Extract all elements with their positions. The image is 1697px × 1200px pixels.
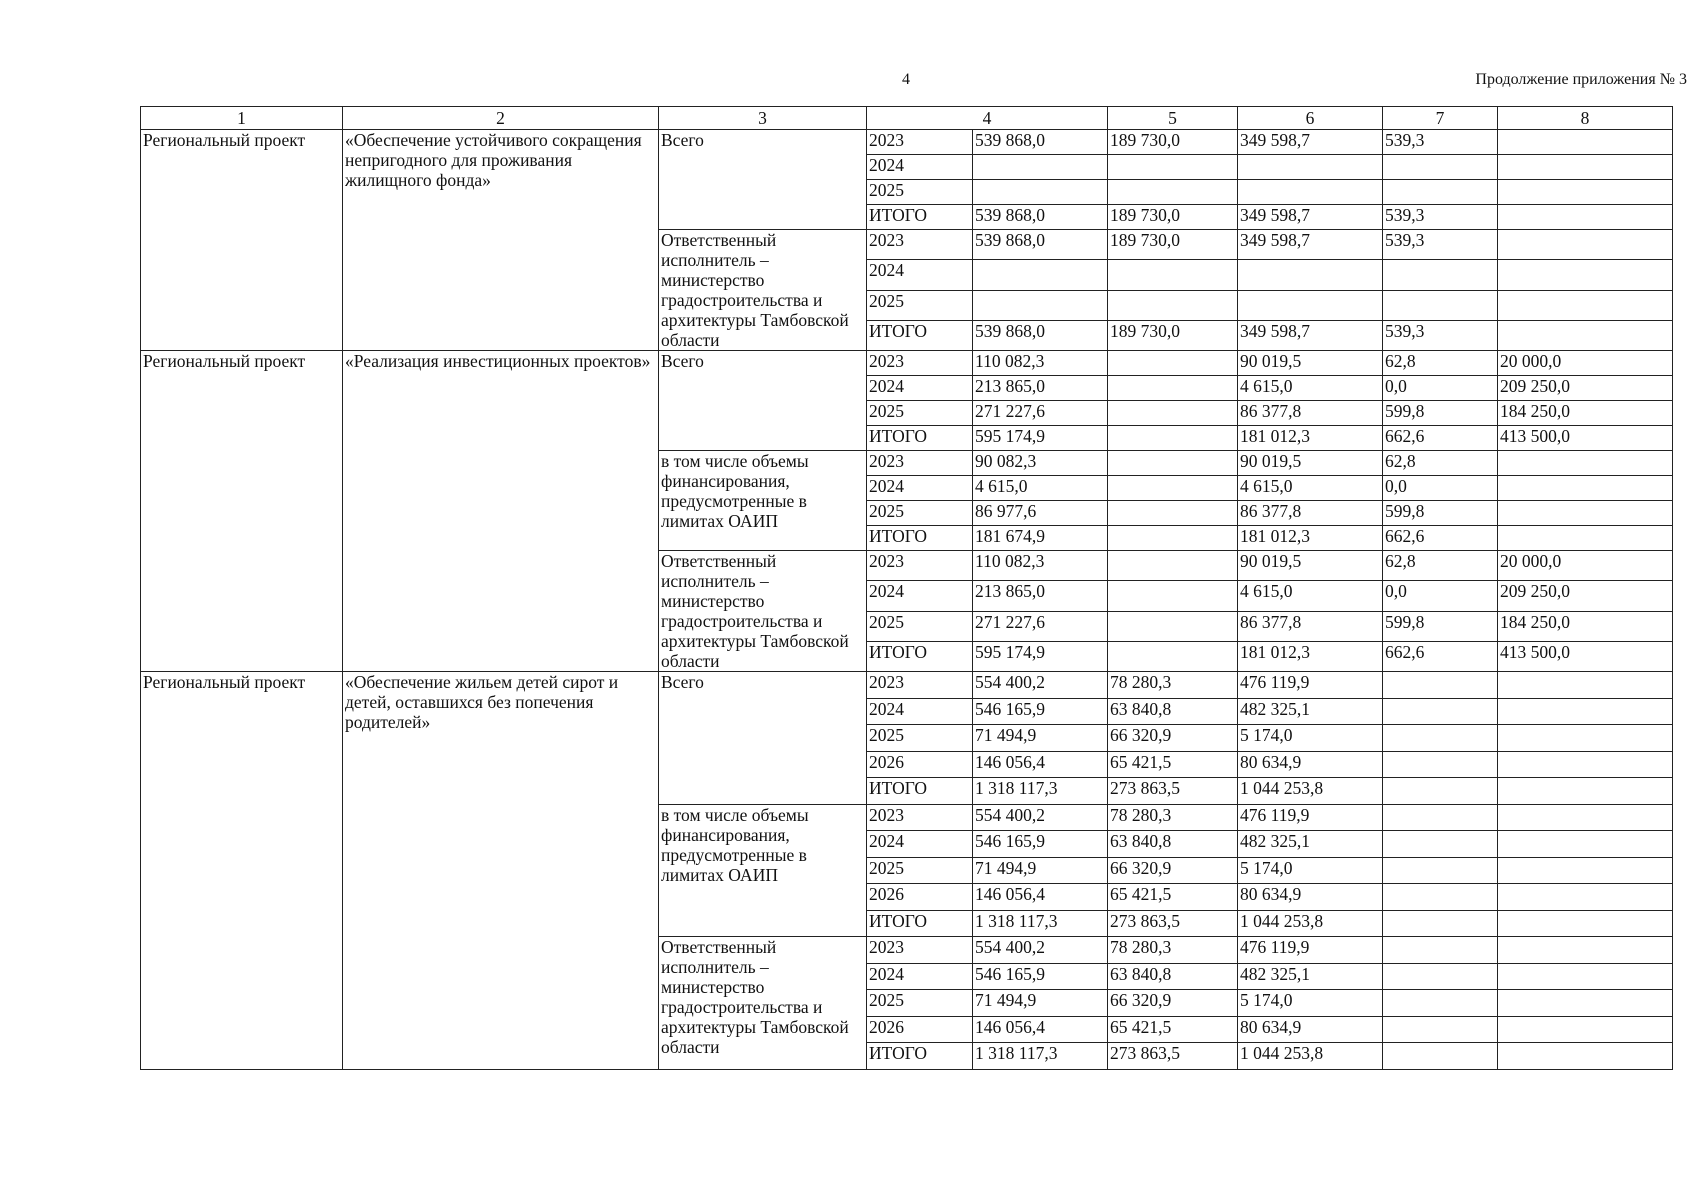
regional-cell: 349 598,7: [1238, 320, 1383, 350]
local-cell: [1383, 831, 1498, 858]
extra-cell: [1498, 778, 1673, 805]
extra-cell: [1498, 804, 1673, 831]
total-cell: 146 056,4: [973, 1016, 1108, 1043]
regional-cell: 4 615,0: [1238, 581, 1383, 611]
year-cell: ИТОГО: [867, 526, 973, 551]
total-cell: 539 868,0: [973, 130, 1108, 155]
year-cell: ИТОГО: [867, 641, 973, 671]
year-cell: 2024: [867, 376, 973, 401]
local-cell: 662,6: [1383, 641, 1498, 671]
regional-cell: 80 634,9: [1238, 751, 1383, 778]
year-cell: 2023: [867, 451, 973, 476]
col-header: 6: [1238, 107, 1383, 130]
total-cell: 146 056,4: [973, 884, 1108, 911]
extra-cell: [1498, 320, 1673, 350]
total-cell: 271 227,6: [973, 401, 1108, 426]
federal-cell: [1108, 476, 1238, 501]
regional-cell: 4 615,0: [1238, 476, 1383, 501]
year-cell: ИТОГО: [867, 1043, 973, 1070]
year-cell: 2025: [867, 857, 973, 884]
federal-cell: [1108, 290, 1238, 320]
year-cell: 2024: [867, 581, 973, 611]
federal-cell: [1108, 426, 1238, 451]
year-cell: 2024: [867, 155, 973, 180]
col-header: 7: [1383, 107, 1498, 130]
regional-cell: 1 044 253,8: [1238, 778, 1383, 805]
total-cell: 554 400,2: [973, 804, 1108, 831]
year-cell: 2023: [867, 130, 973, 155]
extra-cell: 184 250,0: [1498, 611, 1673, 641]
local-cell: 0,0: [1383, 376, 1498, 401]
total-cell: 546 165,9: [973, 963, 1108, 990]
col-header: 2: [343, 107, 659, 130]
year-cell: ИТОГО: [867, 205, 973, 230]
extra-cell: [1498, 476, 1673, 501]
local-cell: [1383, 963, 1498, 990]
year-cell: 2025: [867, 290, 973, 320]
total-cell: [973, 260, 1108, 290]
federal-cell: 273 863,5: [1108, 1043, 1238, 1070]
federal-cell: 189 730,0: [1108, 320, 1238, 350]
total-cell: 1 318 117,3: [973, 778, 1108, 805]
local-cell: [1383, 804, 1498, 831]
federal-cell: 78 280,3: [1108, 804, 1238, 831]
local-cell: 599,8: [1383, 501, 1498, 526]
federal-cell: [1108, 611, 1238, 641]
year-cell: ИТОГО: [867, 426, 973, 451]
regional-cell: 90 019,5: [1238, 351, 1383, 376]
federal-cell: 189 730,0: [1108, 230, 1238, 260]
year-cell: 2023: [867, 804, 973, 831]
total-cell: 546 165,9: [973, 698, 1108, 725]
local-cell: 539,3: [1383, 230, 1498, 260]
regional-cell: 86 377,8: [1238, 501, 1383, 526]
group-label: Всего: [659, 672, 867, 805]
col-header: 1: [141, 107, 343, 130]
federal-cell: 78 280,3: [1108, 937, 1238, 964]
page-number: 4: [902, 71, 910, 88]
federal-cell: [1108, 351, 1238, 376]
total-cell: 213 865,0: [973, 376, 1108, 401]
regional-cell: 482 325,1: [1238, 698, 1383, 725]
year-cell: ИТОГО: [867, 320, 973, 350]
regional-cell: 86 377,8: [1238, 611, 1383, 641]
local-cell: [1383, 751, 1498, 778]
federal-cell: [1108, 526, 1238, 551]
local-cell: [1383, 180, 1498, 205]
column-number-row: [141, 107, 1673, 130]
total-cell: 110 082,3: [973, 351, 1108, 376]
local-cell: 62,8: [1383, 351, 1498, 376]
year-cell: 2026: [867, 1016, 973, 1043]
table-row: [141, 130, 1673, 155]
regional-cell: 476 119,9: [1238, 672, 1383, 699]
total-cell: 1 318 117,3: [973, 910, 1108, 937]
extra-cell: [1498, 1043, 1673, 1070]
federal-cell: 63 840,8: [1108, 831, 1238, 858]
extra-cell: [1498, 501, 1673, 526]
federal-cell: 63 840,8: [1108, 698, 1238, 725]
year-cell: 2023: [867, 672, 973, 699]
project-name: «Реализация инвестиционных проектов»: [343, 351, 659, 672]
year-cell: 2024: [867, 698, 973, 725]
total-cell: 146 056,4: [973, 751, 1108, 778]
year-cell: 2025: [867, 180, 973, 205]
year-cell: ИТОГО: [867, 910, 973, 937]
extra-cell: 184 250,0: [1498, 401, 1673, 426]
total-cell: 213 865,0: [973, 581, 1108, 611]
year-cell: 2025: [867, 725, 973, 752]
extra-cell: [1498, 180, 1673, 205]
regional-cell: [1238, 290, 1383, 320]
federal-cell: [1108, 155, 1238, 180]
extra-cell: [1498, 725, 1673, 752]
local-cell: [1383, 725, 1498, 752]
regional-cell: 4 615,0: [1238, 376, 1383, 401]
project-name: «Обеспечение устойчивого сокращения непригодного для проживания жилищного фонда»: [343, 130, 659, 351]
extra-cell: 20 000,0: [1498, 551, 1673, 581]
local-cell: 62,8: [1383, 451, 1498, 476]
col-header: 3: [659, 107, 867, 130]
total-cell: 110 082,3: [973, 551, 1108, 581]
extra-cell: 413 500,0: [1498, 641, 1673, 671]
federal-cell: [1108, 641, 1238, 671]
regional-cell: 90 019,5: [1238, 551, 1383, 581]
regional-cell: 5 174,0: [1238, 857, 1383, 884]
total-cell: 546 165,9: [973, 831, 1108, 858]
regional-cell: [1238, 260, 1383, 290]
regional-cell: 90 019,5: [1238, 451, 1383, 476]
federal-cell: [1108, 401, 1238, 426]
regional-cell: [1238, 180, 1383, 205]
regional-cell: 181 012,3: [1238, 426, 1383, 451]
year-cell: 2024: [867, 476, 973, 501]
extra-cell: [1498, 698, 1673, 725]
extra-cell: [1498, 155, 1673, 180]
federal-cell: 63 840,8: [1108, 963, 1238, 990]
extra-cell: [1498, 672, 1673, 699]
extra-cell: [1498, 831, 1673, 858]
table-row: [141, 672, 1673, 699]
total-cell: 554 400,2: [973, 672, 1108, 699]
total-cell: 539 868,0: [973, 230, 1108, 260]
local-cell: [1383, 990, 1498, 1017]
local-cell: 0,0: [1383, 476, 1498, 501]
total-cell: 595 174,9: [973, 426, 1108, 451]
local-cell: 599,8: [1383, 611, 1498, 641]
extra-cell: 209 250,0: [1498, 581, 1673, 611]
regional-cell: 5 174,0: [1238, 725, 1383, 752]
extra-cell: 413 500,0: [1498, 426, 1673, 451]
extra-cell: [1498, 526, 1673, 551]
local-cell: [1383, 290, 1498, 320]
federal-cell: [1108, 260, 1238, 290]
extra-cell: [1498, 260, 1673, 290]
total-cell: 71 494,9: [973, 857, 1108, 884]
extra-cell: [1498, 937, 1673, 964]
extra-cell: [1498, 205, 1673, 230]
total-cell: 71 494,9: [973, 725, 1108, 752]
federal-cell: [1108, 451, 1238, 476]
regional-cell: 349 598,7: [1238, 205, 1383, 230]
extra-cell: [1498, 230, 1673, 260]
federal-cell: 273 863,5: [1108, 778, 1238, 805]
project-name: «Обеспечение жильем детей сирот и детей, оставшихся без попечения родителей»: [343, 672, 659, 1070]
federal-cell: 65 421,5: [1108, 884, 1238, 911]
extra-cell: 20 000,0: [1498, 351, 1673, 376]
appendix-label: Продолжение приложения № 3: [1475, 71, 1687, 88]
extra-cell: [1498, 857, 1673, 884]
year-cell: 2024: [867, 831, 973, 858]
local-cell: [1383, 910, 1498, 937]
group-label: Ответственный исполнитель – министерство градостроительства и архитектуры Тамбовской области: [659, 230, 867, 351]
regional-cell: 5 174,0: [1238, 990, 1383, 1017]
total-cell: 90 082,3: [973, 451, 1108, 476]
total-cell: 271 227,6: [973, 611, 1108, 641]
year-cell: 2025: [867, 501, 973, 526]
regional-cell: 181 012,3: [1238, 526, 1383, 551]
local-cell: 539,3: [1383, 130, 1498, 155]
local-cell: 539,3: [1383, 205, 1498, 230]
total-cell: 181 674,9: [973, 526, 1108, 551]
regional-cell: 482 325,1: [1238, 831, 1383, 858]
year-cell: 2024: [867, 963, 973, 990]
regional-cell: 80 634,9: [1238, 1016, 1383, 1043]
extra-cell: 209 250,0: [1498, 376, 1673, 401]
project-type: Региональный проект: [141, 130, 343, 351]
year-cell: 2023: [867, 937, 973, 964]
federal-cell: [1108, 376, 1238, 401]
local-cell: 662,6: [1383, 426, 1498, 451]
extra-cell: [1498, 963, 1673, 990]
total-cell: 595 174,9: [973, 641, 1108, 671]
local-cell: [1383, 698, 1498, 725]
federal-cell: 273 863,5: [1108, 910, 1238, 937]
local-cell: [1383, 155, 1498, 180]
year-cell: 2025: [867, 990, 973, 1017]
federal-cell: 65 421,5: [1108, 1016, 1238, 1043]
local-cell: 599,8: [1383, 401, 1498, 426]
year-cell: 2026: [867, 884, 973, 911]
extra-cell: [1498, 990, 1673, 1017]
financing-table: [140, 106, 1673, 1070]
year-cell: 2023: [867, 351, 973, 376]
federal-cell: 66 320,9: [1108, 725, 1238, 752]
total-cell: [973, 180, 1108, 205]
col-header: 8: [1498, 107, 1673, 130]
federal-cell: 65 421,5: [1108, 751, 1238, 778]
total-cell: [973, 290, 1108, 320]
extra-cell: [1498, 130, 1673, 155]
col-header: 4: [867, 107, 1108, 130]
group-label: Ответственный исполнитель – министерство градостроительства и архитектуры Тамбовской области: [659, 937, 867, 1070]
year-cell: 2025: [867, 401, 973, 426]
regional-cell: 1 044 253,8: [1238, 910, 1383, 937]
total-cell: 539 868,0: [973, 205, 1108, 230]
total-cell: 71 494,9: [973, 990, 1108, 1017]
total-cell: 539 868,0: [973, 320, 1108, 350]
extra-cell: [1498, 910, 1673, 937]
federal-cell: 66 320,9: [1108, 990, 1238, 1017]
extra-cell: [1498, 1016, 1673, 1043]
regional-cell: 86 377,8: [1238, 401, 1383, 426]
table-row: [141, 351, 1673, 376]
regional-cell: 1 044 253,8: [1238, 1043, 1383, 1070]
extra-cell: [1498, 751, 1673, 778]
federal-cell: 66 320,9: [1108, 857, 1238, 884]
local-cell: [1383, 884, 1498, 911]
federal-cell: [1108, 581, 1238, 611]
group-label: Всего: [659, 130, 867, 230]
total-cell: 1 318 117,3: [973, 1043, 1108, 1070]
local-cell: [1383, 1043, 1498, 1070]
federal-cell: [1108, 180, 1238, 205]
extra-cell: [1498, 884, 1673, 911]
group-label: в том числе объемы финансирования, предусмотренные в лимитах ОАИП: [659, 451, 867, 551]
year-cell: 2023: [867, 230, 973, 260]
project-type: Региональный проект: [141, 351, 343, 672]
federal-cell: 78 280,3: [1108, 672, 1238, 699]
local-cell: 62,8: [1383, 551, 1498, 581]
federal-cell: [1108, 551, 1238, 581]
local-cell: [1383, 937, 1498, 964]
local-cell: [1383, 260, 1498, 290]
total-cell: 554 400,2: [973, 937, 1108, 964]
group-label: Всего: [659, 351, 867, 451]
regional-cell: 349 598,7: [1238, 230, 1383, 260]
regional-cell: [1238, 155, 1383, 180]
local-cell: [1383, 1016, 1498, 1043]
federal-cell: 189 730,0: [1108, 205, 1238, 230]
extra-cell: [1498, 451, 1673, 476]
total-cell: 4 615,0: [973, 476, 1108, 501]
col-header: 5: [1108, 107, 1238, 130]
local-cell: [1383, 778, 1498, 805]
local-cell: 662,6: [1383, 526, 1498, 551]
federal-cell: [1108, 501, 1238, 526]
regional-cell: 80 634,9: [1238, 884, 1383, 911]
group-label: в том числе объемы финансирования, предусмотренные в лимитах ОАИП: [659, 804, 867, 937]
federal-cell: 189 730,0: [1108, 130, 1238, 155]
extra-cell: [1498, 290, 1673, 320]
regional-cell: 482 325,1: [1238, 963, 1383, 990]
year-cell: 2025: [867, 611, 973, 641]
local-cell: [1383, 672, 1498, 699]
total-cell: [973, 155, 1108, 180]
local-cell: 0,0: [1383, 581, 1498, 611]
regional-cell: 476 119,9: [1238, 937, 1383, 964]
regional-cell: 476 119,9: [1238, 804, 1383, 831]
regional-cell: 349 598,7: [1238, 130, 1383, 155]
group-label: Ответственный исполнитель – министерство градостроительства и архитектуры Тамбовской области: [659, 551, 867, 672]
local-cell: [1383, 857, 1498, 884]
local-cell: 539,3: [1383, 320, 1498, 350]
year-cell: 2026: [867, 751, 973, 778]
total-cell: 86 977,6: [973, 501, 1108, 526]
regional-cell: 181 012,3: [1238, 641, 1383, 671]
year-cell: 2023: [867, 551, 973, 581]
year-cell: ИТОГО: [867, 778, 973, 805]
year-cell: 2024: [867, 260, 973, 290]
project-type: Региональный проект: [141, 672, 343, 1070]
